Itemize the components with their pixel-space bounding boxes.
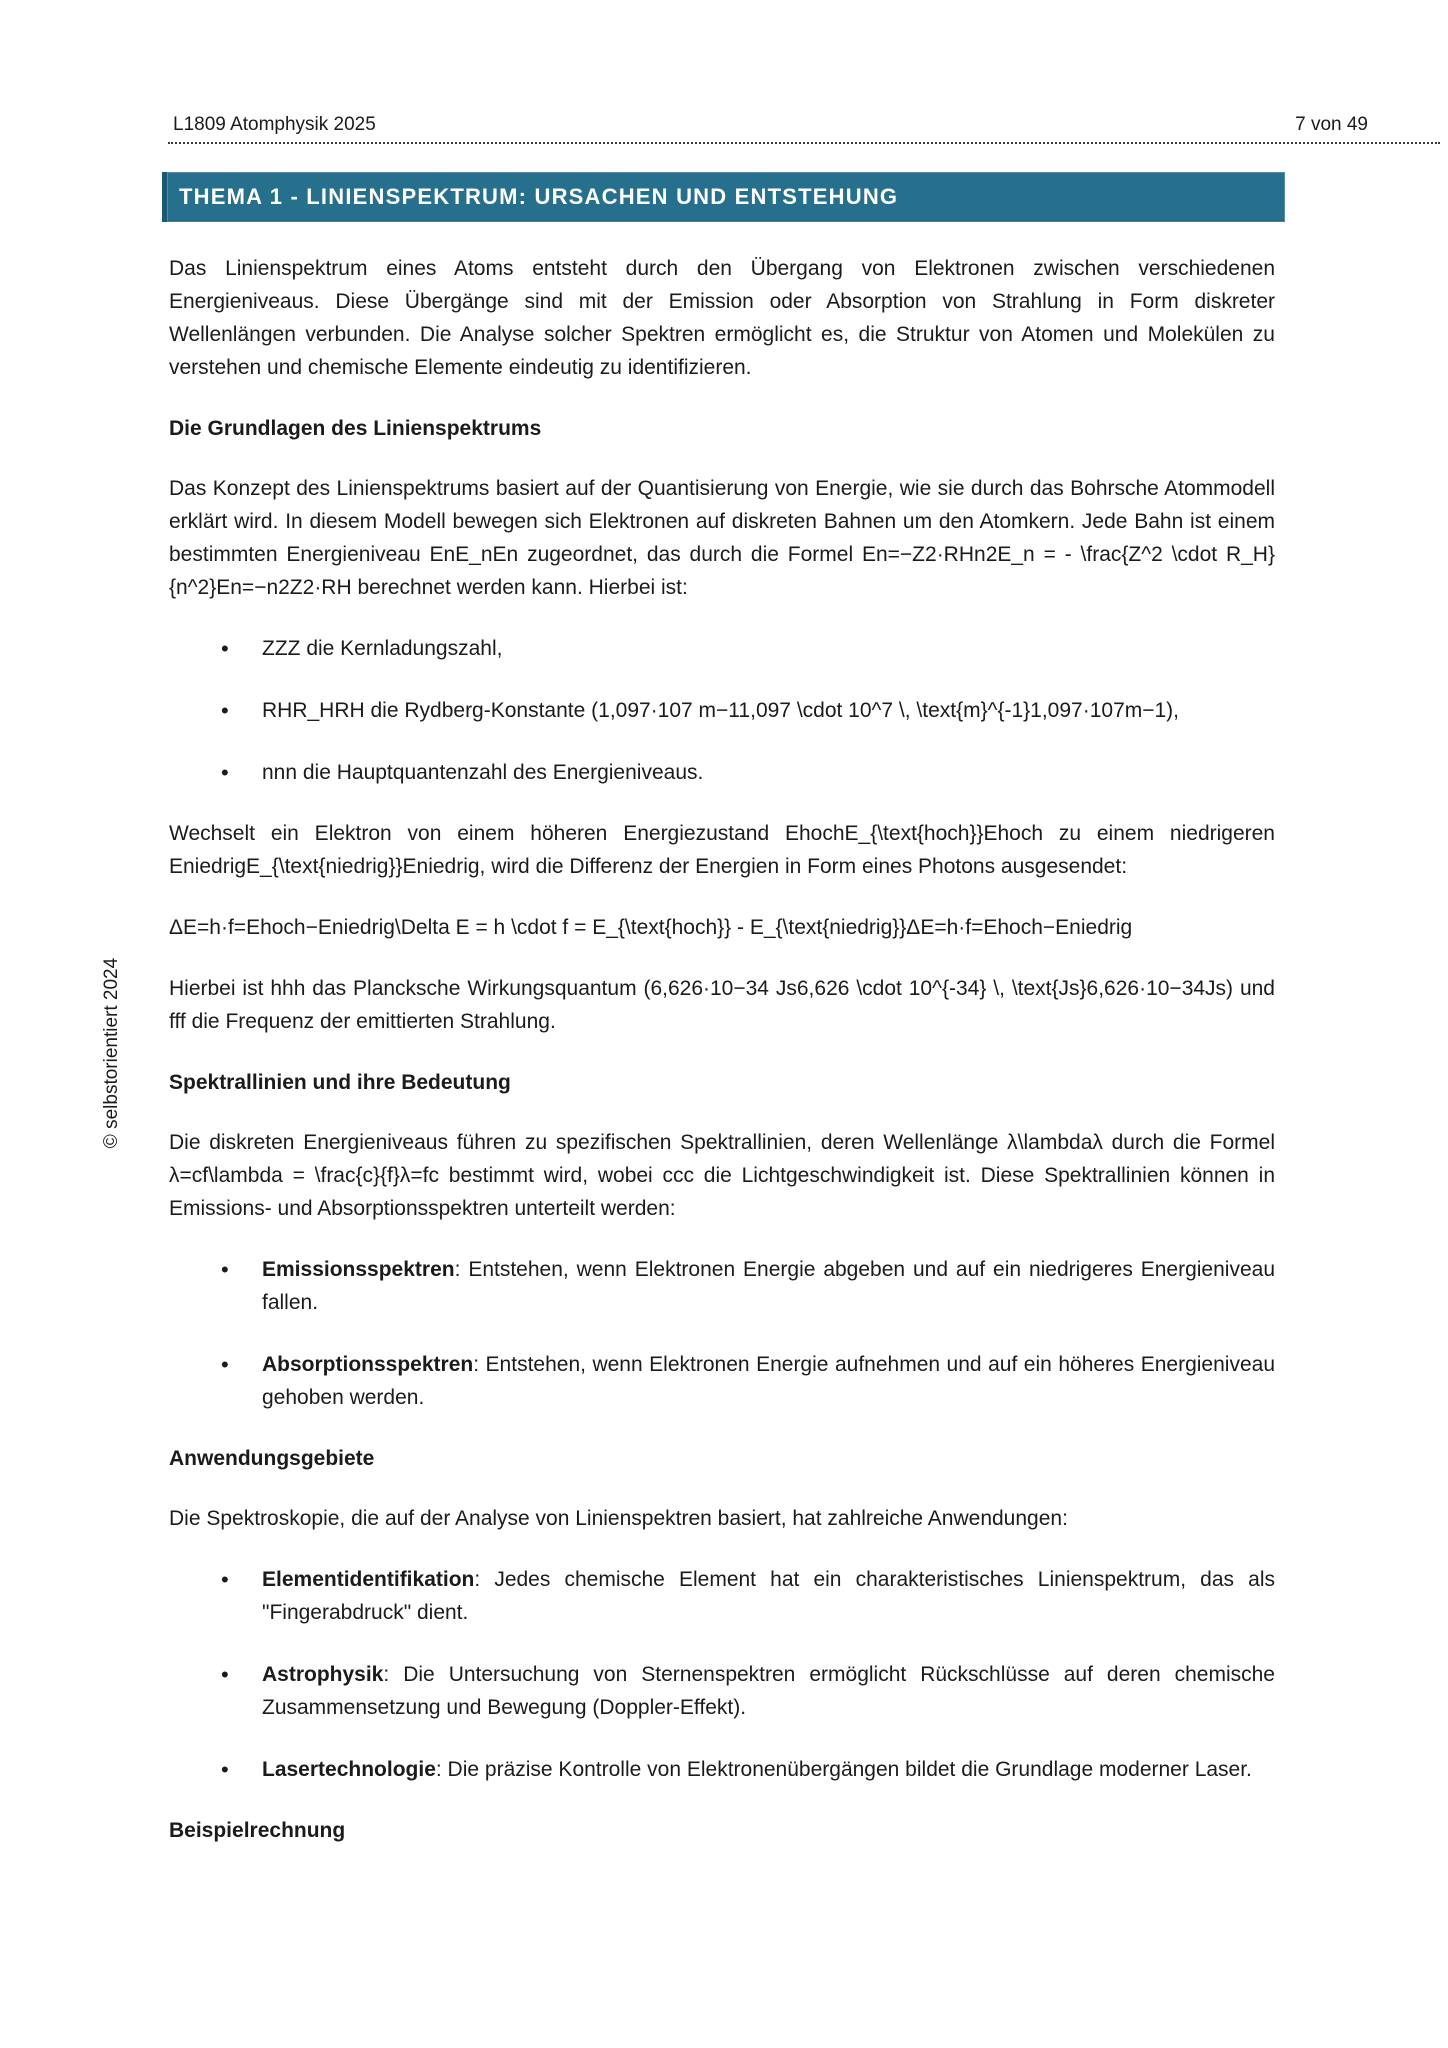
list-item-text: : Jedes chemische Element hat ein charakteristisches Linienspektrum, das als "Fingerabdruck" dient. — [262, 1568, 1275, 1624]
anwendungen-paragraph: Die Spektroskopie, die auf der Analyse von Linienspektren basiert, hat zahlreiche Anwendungen: — [169, 1507, 1068, 1530]
list-item — [169, 756, 1275, 789]
formula-line: ΔE=h·f=Ehoch−Eniedrig\Delta E = h \cdot f = E_{\text{hoch}} - E_{\text{niedrig}}ΔE=h·f=Ehoch−Eniedrig — [169, 916, 1133, 939]
list-item-text: : Entstehen, wenn Elektronen Energie abgeben und auf ein niedrigeres Energieniveau fallen. — [262, 1258, 1275, 1314]
list-item — [169, 1563, 1275, 1629]
document-code: L1809 Atomphysik 2025 — [173, 114, 376, 135]
list-item — [169, 632, 1275, 665]
list-item — [169, 1253, 1275, 1319]
variables-bullet-list — [169, 632, 1275, 789]
list-item-text: : Entstehen, wenn Elektronen Energie aufnehmen und auf ein höheres Energieniveau gehoben werden. — [262, 1353, 1275, 1409]
list-item — [169, 1348, 1275, 1414]
section-heading-anwendungsgebiete: Anwendungsgebiete — [169, 1447, 375, 1470]
planck-paragraph: Hierbei ist hhh das Plancksche Wirkungsquantum (6,626·10−34 Js6,626 \cdot 10^{-34} \, \text{Js}6,626·10−34Js) und fff die Frequenz der emittierten Strahlung. — [169, 977, 1275, 1033]
list-item — [169, 1753, 1275, 1786]
transition-paragraph: Wechselt ein Elektron von einem höheren Energiezustand EhochE_{\text{hoch}}Ehoch zu einem niedrigeren EniedrigE_{\text{niedrig}}Eniedrig, wird die Differenz der Energien in Form eines Photons ausgesendet: — [169, 822, 1275, 878]
section-heading-grundlagen: Die Grundlagen des Linienspektrums — [169, 417, 542, 440]
list-item — [169, 1658, 1275, 1724]
document-content — [169, 172, 1275, 1874]
list-item-term: Astrophysik — [262, 1663, 384, 1686]
list-item-text: ZZZ die Kernladungszahl, — [262, 637, 503, 660]
page-header — [168, 108, 1440, 144]
list-item-term: Lasertechnologie — [262, 1758, 436, 1781]
section-heading-beispielrechnung: Beispielrechnung — [169, 1819, 346, 1842]
topic-title-banner — [162, 172, 1285, 222]
list-item-text: nnn die Hauptquantenzahl des Energieniveaus. — [262, 761, 704, 784]
spektren-bullet-list — [169, 1253, 1275, 1414]
list-item-text: : Die Untersuchung von Sternenspektren ermöglicht Rückschlüsse auf deren chemische Zusammensetzung und Bewegung (Doppler-Effekt). — [262, 1663, 1275, 1719]
grundlagen-paragraph: Das Konzept des Linienspektrums basiert auf der Quantisierung von Energie, wie sie durch das Bohrsche Atommodell erklärt wird. In diesem Modell bewegen sich Elektronen auf diskreten Bahnen um den Atomkern. Jede Bahn ist einem bestimmten Energieniveau EnE_nEn zugeordnet, das durch die Formel En=−Z2·RHn2E_n = - \frac{Z^2 \cdot R_H}{n^2}En=−n2Z2·RH berechnet werden kann. Hierbei ist: — [169, 477, 1275, 599]
list-item — [169, 694, 1275, 727]
section-heading-spektrallinien: Spektrallinien und ihre Bedeutung — [169, 1071, 511, 1094]
list-item-term: Elementidentifikation — [262, 1568, 475, 1591]
list-item-term: Absorptionsspektren — [262, 1353, 474, 1376]
page-number: 7 von 49 — [1295, 114, 1368, 135]
intro-paragraph: Das Linienspektrum eines Atoms entsteht durch den Übergang von Elektronen zwischen verschiedenen Energieniveaus. Diese Übergänge sind mit der Emission oder Absorption von Strahlung in Form diskreter Wellenlängen verbunden. Die Analyse solcher Spektren ermöglicht es, die Struktur von Atomen und Molekülen zu verstehen und chemische Elemente eindeutig zu identifizieren. — [169, 257, 1275, 379]
topic-title: THEMA 1 - LINIENSPEKTRUM: URSACHEN UND ENTSTEHUNG — [179, 184, 899, 209]
anwendungen-bullet-list — [169, 1563, 1275, 1786]
list-item-term: Emissionsspektren — [262, 1258, 455, 1281]
list-item-text: : Die präzise Kontrolle von Elektronenübergängen bildet die Grundlage moderner Laser. — [435, 1758, 1252, 1781]
list-item-text: RHR_HRH die Rydberg-Konstante (1,097·107 m−11,097 \cdot 10^7 \, \text{m}^{-1}1,097·107m−1), — [262, 699, 1180, 722]
spektrallinien-paragraph: Die diskreten Energieniveaus führen zu spezifischen Spektrallinien, deren Wellenlänge λ\lambdaλ durch die Formel λ=cf\lambda = \frac{c}{f}λ=fc bestimmt wird, wobei ccc die Lichtgeschwindigkeit ist. Diese Spektrallinien können in Emissions- und Absorptionsspektren unterteilt werden: — [169, 1131, 1275, 1220]
copyright-watermark: © selbstorientiert 2024 — [101, 957, 122, 1149]
